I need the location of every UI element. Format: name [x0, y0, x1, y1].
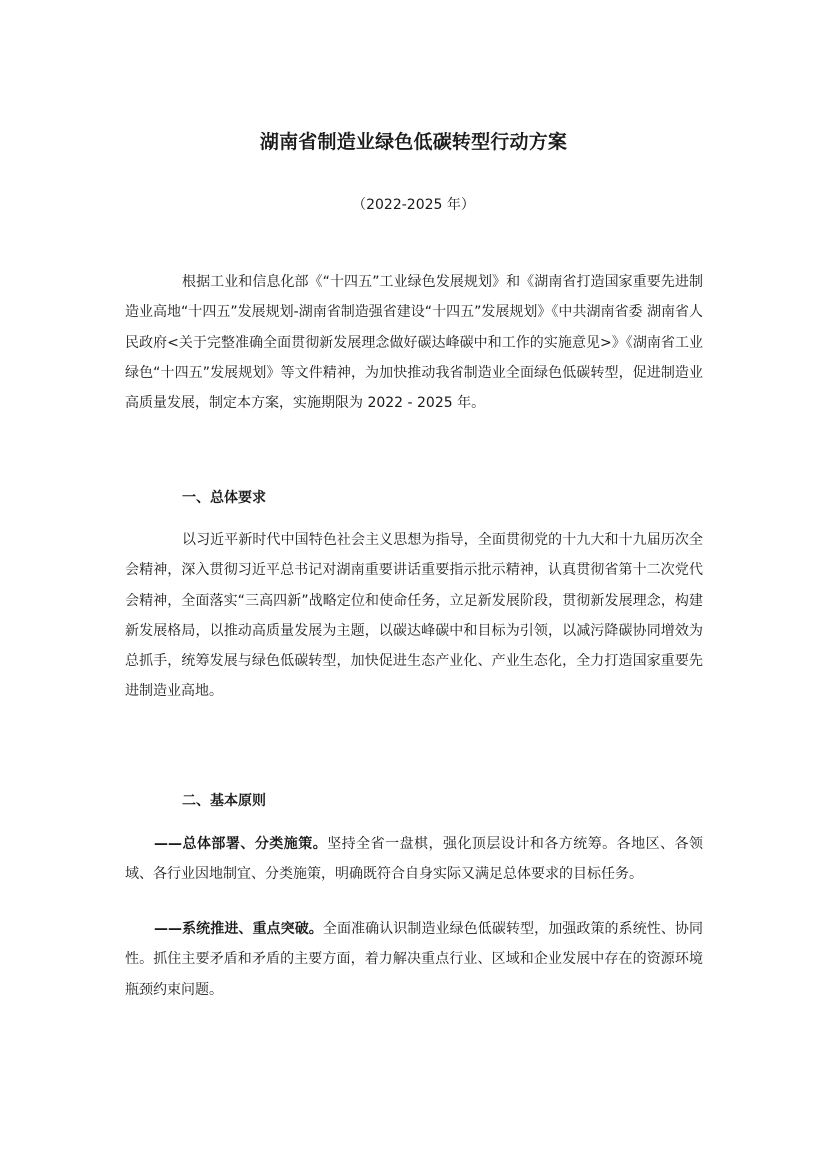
principle-lead: ——总体部署、分类施策。	[154, 836, 328, 852]
principle-paragraph	[125, 829, 703, 890]
intro-paragraph: 根据工业和信息化部《“十四五”工业绿色发展规划》和《湖南省打造国家重要先进制造业高地“十四五”发展规划-湖南省制造强省建设“十四五”发展规划》《中共湖南省委 湖南省人民政府<关于完整准确全面贯彻新发展理念做好碳达峰碳中和工作的实施意见>》《湖南省工业绿色“十四五”发展规划》等文件精神，为加快推动我省制造业全面绿色低碳转型，促进制造业高质量发展，制定本方案，实施期限为 2022 - 2025 年。	[125, 274, 703, 412]
section-heading-basic-principles: 二、基本原则	[182, 793, 266, 809]
document-title: 湖南省制造业绿色低碳转型行动方案	[259, 131, 568, 153]
principle-text: 全面准确认识制造业绿色低碳转型，加强政策的系统性、协同性。抓住主要矛盾和矛盾的主要方面，着力解决重点行业、区域和企业发展中存在的资源环境瓶颈约束问题。	[125, 921, 704, 998]
principle-lead: ——系统推进、重点突破。	[154, 921, 323, 937]
section-heading-overall-requirements: 一、总体要求	[182, 490, 266, 506]
document-subtitle: （2022-2025 年）	[352, 197, 475, 213]
principle-paragraph	[125, 914, 703, 1005]
principle-text: 坚持全省一盘棋，强化顶层设计和各方统筹。各地区、各领域、各行业因地制宜、分类施策，明确既符合自身实际又满足总体要求的目标任务。	[125, 836, 704, 883]
overall-requirements-paragraph: 以习近平新时代中国特色社会主义思想为指导，全面贯彻党的十九大和十九届历次全会精神，深入贯彻习近平总书记对湖南重要讲话重要指示批示精神，认真贯彻省第十二次党代会精神，全面落实“三高四新”战略定位和使命任务，立足新发展阶段，贯彻新发展理念，构建新发展格局，以推动高质量发展为主题，以碳达峰碳中和目标为引领，以减污降碳协同增效为总抓手，统筹发展与绿色低碳转型，加快促进生态产业化、产业生态化，全力打造国家重要先进制造业高地。	[125, 532, 703, 700]
